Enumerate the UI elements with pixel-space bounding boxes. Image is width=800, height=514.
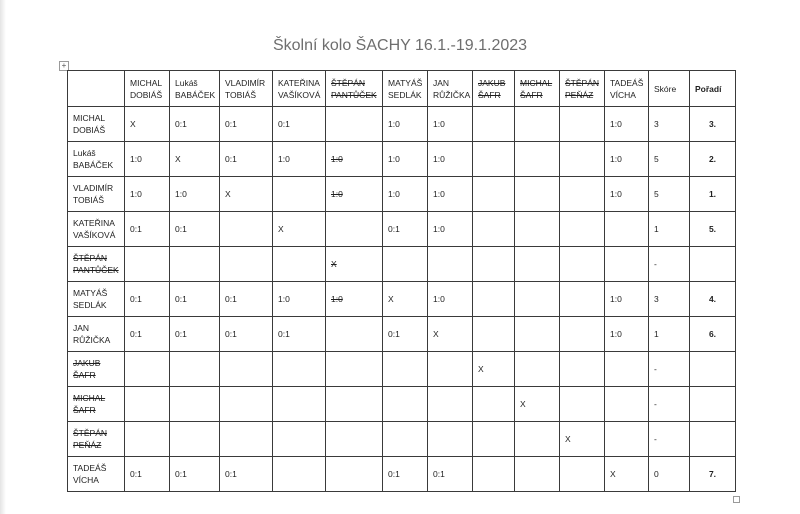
row-header-player[interactable]: [68, 212, 125, 247]
result-cell[interactable]: [326, 107, 383, 142]
result-cell[interactable]: [560, 457, 605, 492]
player-last-name: ŠAFR: [478, 89, 501, 100]
player-first-name: JAN: [433, 77, 450, 88]
player-first-name: ŠTĚPÁN: [565, 77, 600, 88]
result-cell[interactable]: [170, 352, 220, 387]
result-cell[interactable]: [273, 177, 326, 212]
result-cell[interactable]: 0:1: [170, 107, 220, 142]
result-cell[interactable]: 1:0: [605, 177, 649, 212]
player-first-name: TADEÁŠ: [610, 77, 644, 88]
result-cell[interactable]: [428, 387, 473, 422]
result-cell[interactable]: [473, 142, 515, 177]
player-first-name: KATEŘINA: [278, 77, 320, 88]
result-cell[interactable]: 0:1: [383, 212, 428, 247]
rank-cell[interactable]: 5.: [690, 212, 736, 247]
result-cell[interactable]: [273, 457, 326, 492]
row-header-player[interactable]: [68, 387, 125, 422]
player-last-name: SEDLÁK: [388, 89, 422, 100]
player-last-name: SEDLÁK: [73, 300, 107, 310]
result-cell[interactable]: [605, 387, 649, 422]
result-cell[interactable]: [428, 422, 473, 457]
result-cell[interactable]: 0:1: [383, 317, 428, 352]
result-cell[interactable]: [605, 212, 649, 247]
result-cell[interactable]: [473, 457, 515, 492]
result-cell[interactable]: X: [383, 282, 428, 317]
result-cell[interactable]: [383, 247, 428, 282]
player-last-name: VAŠÍKOVÁ: [278, 89, 321, 100]
player-first-name: ŠTĚPÁN: [73, 428, 108, 438]
player-first-name: MICHAL: [520, 77, 553, 88]
result-cell[interactable]: 0:1: [273, 317, 326, 352]
rank-header[interactable]: Pořadí: [690, 71, 736, 107]
result-cell[interactable]: 1:0: [605, 107, 649, 142]
result-cell[interactable]: 0:1: [220, 457, 273, 492]
result-cell[interactable]: [170, 387, 220, 422]
rank-cell[interactable]: 2.: [690, 142, 736, 177]
table-move-handle-icon[interactable]: +: [59, 61, 69, 71]
result-cell[interactable]: 0:1: [170, 317, 220, 352]
result-cell[interactable]: [605, 352, 649, 387]
result-cell[interactable]: X: [515, 387, 560, 422]
result-cell[interactable]: 0:1: [170, 282, 220, 317]
result-cell[interactable]: 1:0: [605, 142, 649, 177]
header-row: [68, 71, 736, 107]
player-last-name: RŮŽIČKA: [73, 335, 111, 345]
player-first-name: TADEÁŠ: [73, 463, 107, 473]
corner-cell[interactable]: [68, 71, 125, 107]
result-cell[interactable]: 1:0: [428, 142, 473, 177]
result-cell[interactable]: [125, 247, 170, 282]
score-cell[interactable]: -: [649, 247, 690, 282]
result-cell[interactable]: 0:1: [273, 107, 326, 142]
player-first-name: Lukáš: [175, 77, 198, 88]
player-last-name: PANTŮČEK: [73, 265, 119, 275]
result-cell[interactable]: [605, 422, 649, 457]
result-cell[interactable]: [383, 352, 428, 387]
result-cell[interactable]: [473, 247, 515, 282]
result-cell[interactable]: X: [220, 177, 273, 212]
result-cell[interactable]: [515, 457, 560, 492]
result-cell[interactable]: 1:0: [273, 142, 326, 177]
result-cell[interactable]: X: [428, 317, 473, 352]
row-header-player[interactable]: [68, 352, 125, 387]
result-cell[interactable]: 0:1: [170, 212, 220, 247]
table-row: [68, 457, 736, 492]
column-header-player[interactable]: [428, 71, 473, 107]
row-header-player[interactable]: [68, 422, 125, 457]
row-header-player[interactable]: [68, 317, 125, 352]
column-header-player[interactable]: [125, 71, 170, 107]
row-header-player[interactable]: [68, 142, 125, 177]
result-cell[interactable]: X: [326, 247, 383, 282]
player-first-name: KATEŘINA: [73, 218, 115, 228]
result-cell[interactable]: [428, 352, 473, 387]
result-cell[interactable]: 0:1: [428, 457, 473, 492]
player-first-name: JAKUB: [73, 358, 101, 368]
player-last-name: PANTŮČEK: [331, 89, 377, 100]
result-cell[interactable]: 0:1: [220, 142, 273, 177]
result-cell[interactable]: [473, 212, 515, 247]
result-cell[interactable]: [326, 352, 383, 387]
result-cell[interactable]: 0:1: [170, 457, 220, 492]
player-first-name: MATYÁŠ: [73, 288, 108, 298]
table-row: [68, 107, 736, 142]
result-cell[interactable]: [515, 247, 560, 282]
table-row: [68, 212, 736, 247]
result-cell[interactable]: [560, 387, 605, 422]
result-cell[interactable]: 1:0: [383, 107, 428, 142]
result-cell[interactable]: [560, 352, 605, 387]
player-first-name: MATYÁŠ: [388, 77, 423, 88]
player-first-name: Lukáš: [73, 148, 96, 158]
result-cell[interactable]: 1:0: [428, 107, 473, 142]
player-first-name: VLADIMÍR: [73, 183, 114, 193]
result-cell[interactable]: [273, 352, 326, 387]
result-cell[interactable]: [273, 247, 326, 282]
score-cell[interactable]: 1: [649, 317, 690, 352]
result-cell[interactable]: [560, 247, 605, 282]
player-last-name: ŠAFR: [520, 89, 543, 100]
player-first-name: ŠTĚPÁN: [331, 77, 366, 88]
rank-cell[interactable]: [690, 422, 736, 457]
result-cell[interactable]: [560, 282, 605, 317]
result-cell[interactable]: [473, 107, 515, 142]
score-cell[interactable]: 3: [649, 107, 690, 142]
result-cell[interactable]: [473, 317, 515, 352]
result-cell[interactable]: 1:0: [125, 177, 170, 212]
result-cell[interactable]: 1:0: [383, 177, 428, 212]
result-cell[interactable]: [383, 422, 428, 457]
player-first-name: VLADIMÍR: [225, 77, 266, 88]
score-cell[interactable]: 1: [649, 212, 690, 247]
score-cell[interactable]: 5: [649, 177, 690, 212]
result-cell[interactable]: [326, 317, 383, 352]
result-cell[interactable]: X: [605, 457, 649, 492]
result-cell[interactable]: [515, 107, 560, 142]
result-cell[interactable]: [473, 422, 515, 457]
result-cell[interactable]: 1:0: [326, 282, 383, 317]
result-cell[interactable]: [560, 212, 605, 247]
rank-cell[interactable]: 6.: [690, 317, 736, 352]
result-cell[interactable]: [125, 422, 170, 457]
result-cell[interactable]: [220, 422, 273, 457]
column-header-player[interactable]: [383, 71, 428, 107]
result-cell[interactable]: [383, 387, 428, 422]
table-row: [68, 352, 736, 387]
player-last-name: TOBIÁŠ: [225, 89, 257, 100]
result-cell[interactable]: 0:1: [125, 457, 170, 492]
result-cell[interactable]: 1:0: [428, 282, 473, 317]
player-first-name: MICHAL: [73, 113, 106, 123]
result-cell[interactable]: 1:0: [428, 212, 473, 247]
result-cell[interactable]: [125, 352, 170, 387]
player-first-name: JAKUB: [478, 77, 506, 88]
rank-cell[interactable]: 1.: [690, 177, 736, 212]
result-cell[interactable]: [515, 422, 560, 457]
result-cell[interactable]: [515, 317, 560, 352]
result-cell[interactable]: [125, 387, 170, 422]
row-header-player[interactable]: [68, 247, 125, 282]
result-cell[interactable]: 1:0: [605, 282, 649, 317]
result-cell[interactable]: [220, 247, 273, 282]
result-cell[interactable]: 0:1: [220, 107, 273, 142]
player-last-name: VÍCHA: [73, 475, 99, 485]
table-row: [68, 247, 736, 282]
result-cell[interactable]: [473, 177, 515, 212]
result-cell[interactable]: X: [473, 352, 515, 387]
result-cell[interactable]: [273, 422, 326, 457]
document-title: Školní kolo ŠACHY 16.1.-19.1.2023: [272, 37, 528, 54]
rank-cell[interactable]: [690, 247, 736, 282]
rank-cell[interactable]: [690, 387, 736, 422]
row-header-player[interactable]: [68, 107, 125, 142]
result-cell[interactable]: X: [273, 212, 326, 247]
player-last-name: ŠAFR: [73, 405, 96, 415]
player-first-name: MICHAL: [73, 393, 106, 403]
rank-cell[interactable]: 3.: [690, 107, 736, 142]
result-cell[interactable]: 1:0: [428, 177, 473, 212]
table-body: [68, 71, 736, 492]
score-cell[interactable]: -: [649, 387, 690, 422]
row-header-player[interactable]: [68, 457, 125, 492]
result-cell[interactable]: [326, 457, 383, 492]
player-last-name: DOBIÁŠ: [130, 89, 163, 100]
column-header-player[interactable]: [170, 71, 220, 107]
score-header[interactable]: Skóre: [649, 71, 690, 107]
result-cell[interactable]: [605, 247, 649, 282]
page-edge: [0, 0, 6, 514]
table-row: [68, 282, 736, 317]
result-cell[interactable]: 1:0: [326, 142, 383, 177]
player-first-name: JAN: [73, 323, 90, 333]
result-cell[interactable]: 0:1: [220, 317, 273, 352]
result-cell[interactable]: [515, 282, 560, 317]
result-cell[interactable]: 1:0: [326, 177, 383, 212]
column-header-player[interactable]: [326, 71, 383, 107]
player-last-name: BABÁČEK: [73, 160, 114, 170]
result-cell[interactable]: [473, 282, 515, 317]
column-header-player[interactable]: [473, 71, 515, 107]
player-last-name: VAŠÍKOVÁ: [73, 230, 116, 240]
player-last-name: TOBIÁŠ: [73, 195, 105, 205]
result-cell[interactable]: 1:0: [125, 142, 170, 177]
result-cell[interactable]: 0:1: [220, 282, 273, 317]
rank-cell[interactable]: 7.: [690, 457, 736, 492]
result-cell[interactable]: [560, 177, 605, 212]
result-cell[interactable]: [560, 142, 605, 177]
result-cell[interactable]: [170, 247, 220, 282]
result-cell[interactable]: [170, 422, 220, 457]
result-cell[interactable]: [560, 107, 605, 142]
player-last-name: DOBIÁŠ: [73, 125, 106, 135]
result-cell[interactable]: [326, 422, 383, 457]
table-row: [68, 177, 736, 212]
result-cell[interactable]: 0:1: [383, 457, 428, 492]
table-row: [68, 387, 736, 422]
result-cell[interactable]: [220, 352, 273, 387]
table-row: [68, 422, 736, 457]
result-cell[interactable]: X: [170, 142, 220, 177]
result-cell[interactable]: [428, 247, 473, 282]
result-cell[interactable]: [473, 387, 515, 422]
rank-cell[interactable]: 4.: [690, 282, 736, 317]
result-cell[interactable]: X: [125, 107, 170, 142]
result-cell[interactable]: 1:0: [170, 177, 220, 212]
result-cell[interactable]: 1:0: [605, 317, 649, 352]
player-last-name: ŠAFR: [73, 370, 96, 380]
column-header-player[interactable]: [220, 71, 273, 107]
score-cell[interactable]: 3: [649, 282, 690, 317]
table-resize-handle-icon[interactable]: [733, 496, 740, 503]
result-cell[interactable]: [326, 387, 383, 422]
player-last-name: RŮŽIČKA: [433, 89, 471, 100]
player-last-name: PEŇÁZ: [565, 89, 594, 100]
result-cell[interactable]: [515, 142, 560, 177]
score-cell[interactable]: -: [649, 422, 690, 457]
table-row: [68, 317, 736, 352]
result-cell[interactable]: [220, 212, 273, 247]
column-header-player[interactable]: [273, 71, 326, 107]
result-cell[interactable]: [220, 387, 273, 422]
row-header-player[interactable]: [68, 177, 125, 212]
score-cell[interactable]: 5: [649, 142, 690, 177]
rank-cell[interactable]: [690, 352, 736, 387]
result-cell[interactable]: 1:0: [273, 282, 326, 317]
result-cell[interactable]: [515, 177, 560, 212]
result-cell[interactable]: 0:1: [125, 212, 170, 247]
player-last-name: PEŇÁZ: [73, 440, 102, 450]
table-row: [68, 142, 736, 177]
result-cell[interactable]: 0:1: [125, 317, 170, 352]
player-last-name: VÍCHA: [610, 89, 636, 100]
result-cell[interactable]: [515, 212, 560, 247]
player-first-name: ŠTĚPÁN: [73, 253, 108, 263]
result-cell[interactable]: [515, 352, 560, 387]
player-first-name: MICHAL: [130, 77, 163, 88]
result-cell[interactable]: [560, 317, 605, 352]
result-cell[interactable]: [273, 387, 326, 422]
row-header-player[interactable]: [68, 282, 125, 317]
results-table: [67, 70, 736, 492]
score-cell[interactable]: -: [649, 352, 690, 387]
player-last-name: BABÁČEK: [175, 89, 216, 100]
result-cell[interactable]: X: [560, 422, 605, 457]
result-cell[interactable]: [326, 212, 383, 247]
result-cell[interactable]: 0:1: [125, 282, 170, 317]
result-cell[interactable]: 1:0: [383, 142, 428, 177]
column-header-player[interactable]: [605, 71, 649, 107]
column-header-player[interactable]: [560, 71, 605, 107]
column-header-player[interactable]: [515, 71, 560, 107]
score-cell[interactable]: 0: [649, 457, 690, 492]
